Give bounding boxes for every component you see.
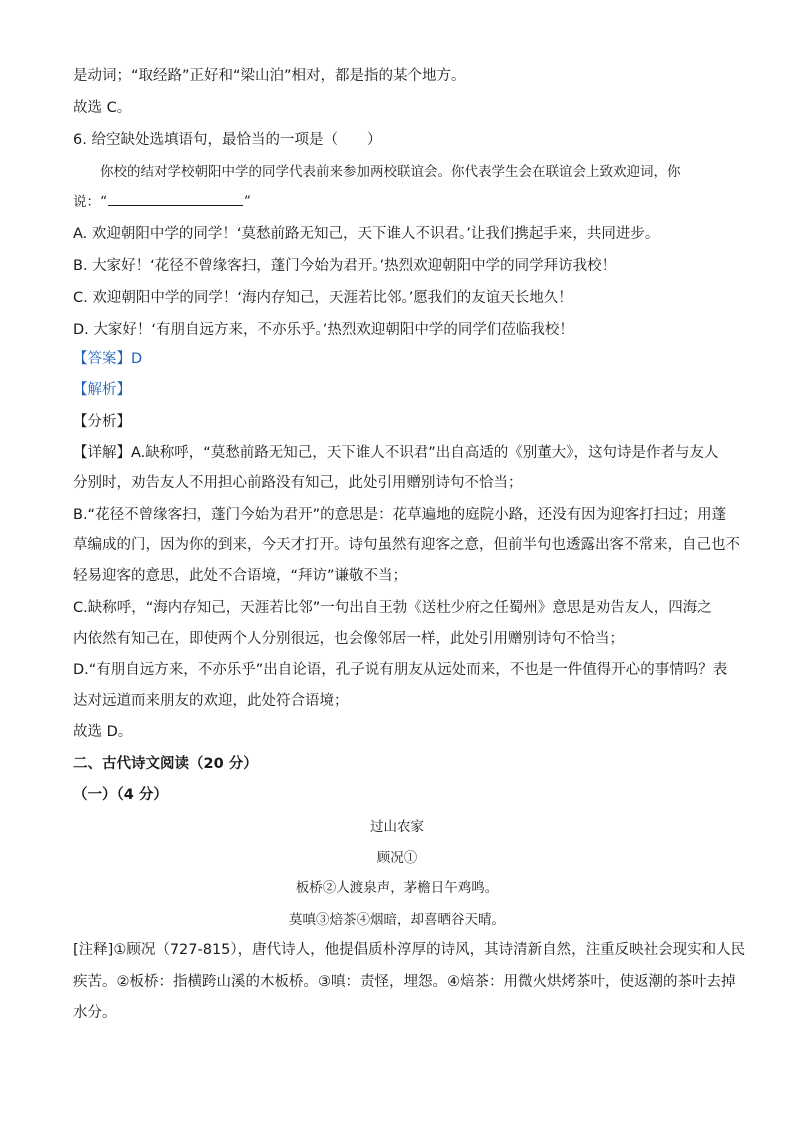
detail-line: D.“有朋自远方来，不亦乐乎”出自论语，孔子说有朋友从远处而来，不也是一件值得开心的事情吗？表	[73, 662, 728, 678]
poem-title: 过山农家	[370, 819, 424, 835]
question-context-blank-line	[73, 192, 733, 212]
context-prefix: 说：“	[73, 194, 107, 210]
text-line: 是动词；“取经路”正好和“梁山泊”相对，都是指的某个地方。	[73, 68, 466, 84]
annotation-line: [注释]①顾况（727-815），唐代诗人，他提倡质朴淳厚的诗风，其诗清新自然，注重反映社会现实和人民	[73, 942, 746, 958]
section-heading: 二、古代诗文阅读（20 分）	[73, 756, 258, 772]
answer-label: 【答案】D	[73, 351, 143, 367]
question-context: 你校的结对学校朝阳中学的同学代表前来参加两校联谊会。你代表学生会在联谊会上致欢迎词，你	[100, 164, 681, 180]
detail-line: C.缺称呼，“海内存知己，天涯若比邻”一句出自王勃《送杜少府之任蜀州》意思是劝告友人，四海之	[73, 600, 712, 616]
context-suffix: ”	[243, 194, 251, 210]
poem-line: 板桥②人渡泉声，茅檐日午鸡鸣。	[295, 880, 499, 896]
analysis-label: 【解析】	[73, 382, 131, 398]
option-b: B. 大家好！‘花径不曾缘客扫，蓬门今始为君开。’热烈欢迎朝阳中学的同学拜访我校！	[73, 258, 617, 274]
detail-line: 轻易迎客的意思，此处不合语境，“拜访”谦敬不当；	[73, 568, 408, 584]
subsection-heading: （一）（4 分）	[73, 787, 168, 803]
text-line: 故选 C。	[73, 100, 132, 116]
detail-line: 【详解】A.缺称呼，“莫愁前路无知己，天下谁人不识君”出自高适的《别董大》，这句诗是作者与友人	[73, 445, 719, 461]
detail-line: B.“花径不曾缘客扫，蓬门今始为君开”的意思是：花草遍地的庭院小路，还没有因为迎客打扫过；用蓬	[73, 507, 727, 523]
option-a: A. 欢迎朝阳中学的同学！‘莫愁前路无知己，天下谁人不识君。’让我们携起手来，共同进步。	[73, 226, 660, 242]
annotation-line: 疾苦。②板桥：指横跨山溪的木板桥。③嗔：责怪，埋怨。④焙茶：用微火烘烤茶叶，使返潮的茶叶去掉	[73, 974, 736, 990]
poem-author: 顾况①	[376, 850, 418, 866]
answer-blank	[108, 193, 243, 206]
annotation-line: 水分。	[73, 1005, 117, 1021]
question-6: 6. 给空缺处选填语句，最恰当的一项是（ ）	[73, 132, 382, 148]
detail-line: 达对远道而来朋友的欢迎，此处符合语境；	[73, 693, 349, 709]
poem-line: 莫嗔③焙茶④烟暗，却喜晒谷天晴。	[289, 912, 505, 928]
detail-line: 分别时，劝告友人不用担心前路没有知己，此处引用赠别诗句不恰当；	[73, 475, 523, 491]
option-c: C. 欢迎朝阳中学的同学！‘海内存知己，天涯若比邻。’愿我们的友谊天长地久！	[73, 290, 573, 306]
option-d: D. 大家好！‘有朋自远方来，不亦乐乎。’热烈欢迎朝阳中学的同学们莅临我校！	[73, 322, 574, 338]
select-d: 故选 D。	[73, 724, 133, 740]
detail-line: 草编成的门，因为你的到来，今天才打开。诗句虽然有迎客之意，但前半句也透露出客不常来，自己也不	[73, 537, 740, 553]
fenxi-label: 【分析】	[73, 414, 131, 430]
detail-line: 内依然有知己在，即使两个人分别很远，也会像邻居一样，此处引用赠别诗句不恰当；	[73, 631, 624, 647]
